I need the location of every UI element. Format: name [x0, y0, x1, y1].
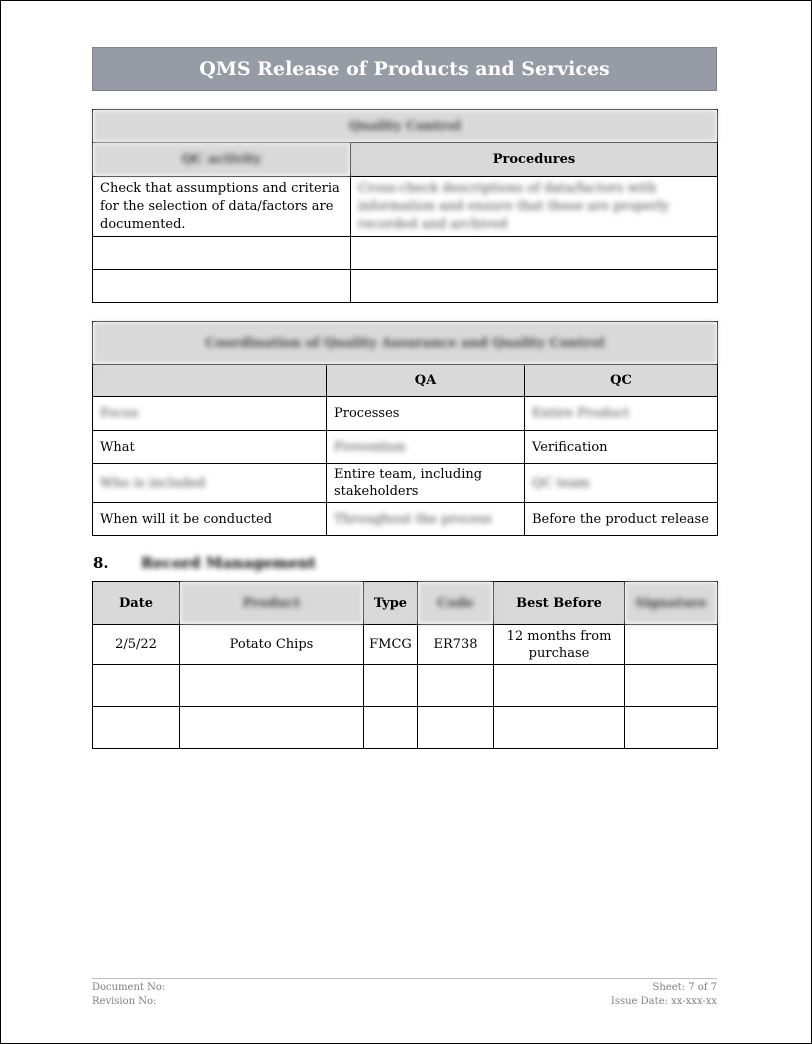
procedures-header: Procedures: [351, 143, 718, 177]
page-title: QMS Release of Products and Services: [199, 58, 610, 80]
table-row: [93, 503, 718, 536]
revision-number-label: Revision No:: [92, 996, 157, 1007]
qa-cell: Processes: [327, 397, 525, 431]
date-cell: 2/5/22: [93, 625, 180, 665]
coord-label-cell: Who is included: [93, 464, 327, 503]
quality-control-table: [92, 109, 718, 303]
coord-label-cell: What: [93, 431, 327, 464]
table-row: [93, 397, 718, 431]
best-before-header: Best Before: [494, 582, 625, 625]
type-cell: FMCG: [364, 625, 418, 665]
signature-cell: [625, 625, 718, 665]
code-cell: [418, 665, 494, 707]
coordination-table-title: Coordination of Quality Assurance and Quality Control: [93, 322, 718, 365]
table-row: [93, 431, 718, 464]
table-row: [93, 707, 718, 749]
code-cell: ER738: [418, 625, 494, 665]
document-number-label: Document No:: [92, 982, 166, 993]
qa-cell: Entire team, including stakeholders: [327, 464, 525, 503]
table-row: [93, 237, 718, 270]
sheet-number: Sheet: 7 of 7: [652, 982, 717, 993]
date-header: Date: [93, 582, 180, 625]
section-number: 8.: [93, 554, 109, 572]
table-row: [93, 665, 718, 707]
coord-label-cell: When will it be conducted: [93, 503, 327, 536]
qc-activity-cell: [93, 270, 351, 303]
qc-activity-header: QC activity: [93, 143, 351, 177]
coordination-table: [92, 321, 718, 536]
qc-cell: QC team: [525, 464, 718, 503]
code-cell: [418, 707, 494, 749]
date-cell: [93, 707, 180, 749]
table-row: [93, 625, 718, 665]
issue-date: Issue Date: xx-xxx-xx: [610, 996, 717, 1007]
procedure-cell: [351, 270, 718, 303]
page-footer: [92, 978, 717, 1009]
best-before-cell: [494, 665, 625, 707]
qc-cell: Entire Product: [525, 397, 718, 431]
qc-header: QC: [525, 365, 718, 397]
section-title: Record Management: [141, 554, 316, 572]
product-header: Product: [180, 582, 364, 625]
procedure-cell: Cross-check descriptions of data/factors with information and ensure that these are properly recorded and archived: [351, 177, 718, 237]
qa-header: QA: [327, 365, 525, 397]
qc-cell: Before the product release: [525, 503, 718, 536]
signature-cell: [625, 707, 718, 749]
qc-activity-cell: [93, 237, 351, 270]
product-cell: [180, 665, 364, 707]
date-cell: [93, 665, 180, 707]
product-cell: Potato Chips: [180, 625, 364, 665]
type-cell: [364, 707, 418, 749]
qa-cell: Prevention: [327, 431, 525, 464]
type-header: Type: [364, 582, 418, 625]
signature-cell: [625, 665, 718, 707]
coord-blank-header: [93, 365, 327, 397]
qa-cell: Throughout the process: [327, 503, 525, 536]
qc-cell: Verification: [525, 431, 718, 464]
type-cell: [364, 665, 418, 707]
procedure-cell: [351, 237, 718, 270]
table-row: [93, 464, 718, 503]
record-management-table: [92, 581, 718, 749]
best-before-cell: [494, 707, 625, 749]
table-row: [93, 270, 718, 303]
qc-activity-cell: Check that assumptions and criteria for the selection of data/factors are documented.: [93, 177, 351, 237]
section-heading: [93, 553, 316, 573]
title-banner: [92, 47, 717, 91]
code-header: Code: [418, 582, 494, 625]
signature-header: Signature: [625, 582, 718, 625]
product-cell: [180, 707, 364, 749]
qc-table-title: Quality Control: [93, 110, 718, 143]
table-row: [93, 177, 718, 237]
best-before-cell: 12 months from purchase: [494, 625, 625, 665]
coord-label-cell: Focus: [93, 397, 327, 431]
